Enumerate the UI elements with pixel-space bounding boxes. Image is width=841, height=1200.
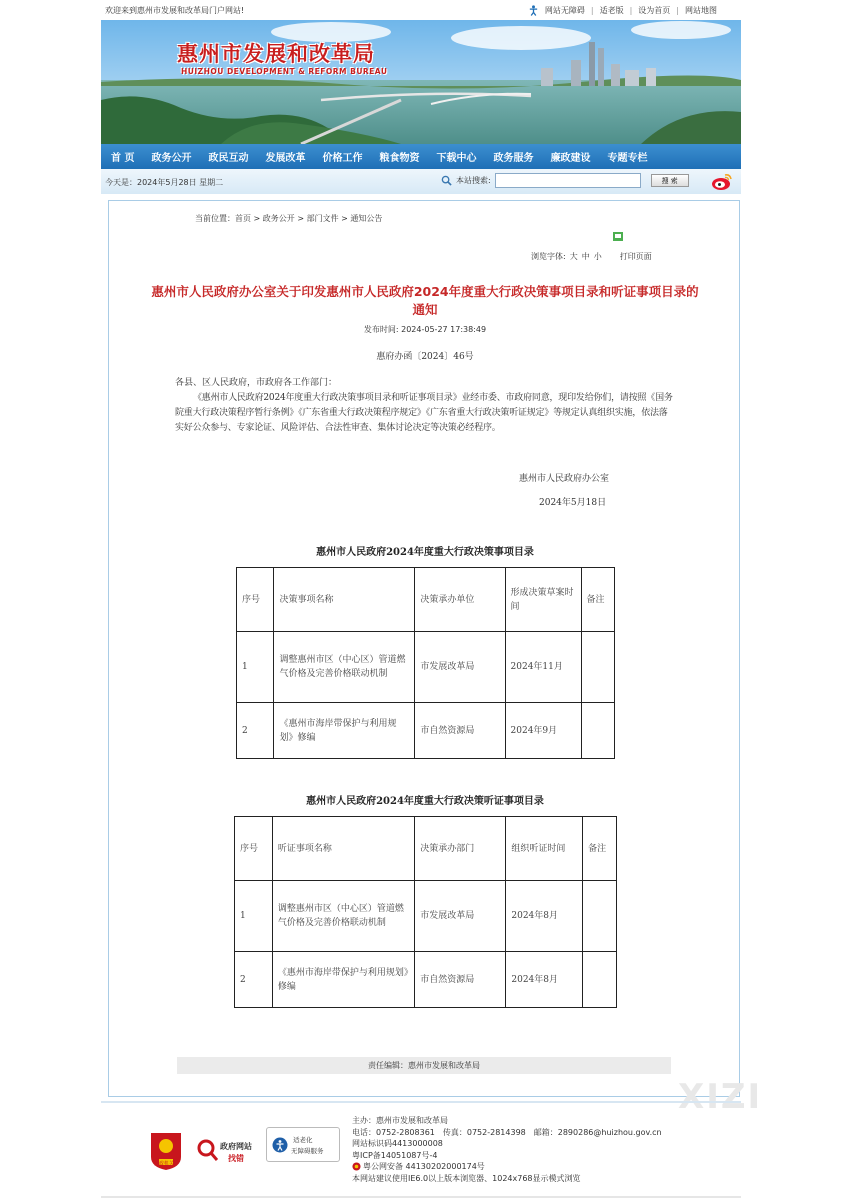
accessibility-service-label: 无障碍服务 <box>291 1147 324 1155</box>
table-header-cell: 决策承办部门 <box>415 817 506 881</box>
search-button[interactable]: 搜 索 <box>651 174 689 187</box>
top-links <box>528 5 717 16</box>
table-cell <box>581 703 614 759</box>
article-panel <box>108 200 740 1097</box>
salutation: 各县、区人民政府，市政府各工作部门： <box>175 378 338 388</box>
table-cell: 市发展改革局 <box>415 881 506 952</box>
signer: 惠州市人民政府办公室 <box>519 474 610 484</box>
accessibility-icon <box>528 5 539 16</box>
table-cell: 调整惠州市区（中心区）管道燃气价格及完善价格联动机制 <box>272 881 414 952</box>
article-title: 惠州市人民政府办公室关于印发惠州市人民政府2024年度重大行政决策事项目录和听证事项目录的通知 <box>151 284 699 317</box>
nav-download-center[interactable]: 下载中心 <box>436 153 477 164</box>
contact-text: 电话：0752-2808361 传真：0752-2814398 邮箱：2890286@huizhou.gov.cn <box>352 1127 662 1137</box>
table-cell: 《惠州市海岸带保护与利用规划》修编 <box>272 952 414 1008</box>
top-bar <box>101 0 741 20</box>
nav-government-services[interactable]: 政务服务 <box>493 153 534 164</box>
site-title: 惠州市发展和改革局 <box>177 41 375 66</box>
site-map-link[interactable]: 网站地图 <box>685 6 717 15</box>
magnifier-icon <box>196 1138 218 1162</box>
table-header-cell: 序号 <box>237 568 274 632</box>
today-date: 今天是：2024年5月28日 星期二 <box>105 178 224 187</box>
table-row <box>237 703 615 759</box>
table-row <box>237 632 615 703</box>
welcome-text: 欢迎来到惠州市发展和改革局门户网站! <box>105 6 245 15</box>
bottom-divider <box>101 1196 741 1198</box>
table-row <box>235 952 617 1008</box>
table-cell: 市发展改革局 <box>415 632 505 703</box>
table-cell: 2024年11月 <box>505 632 581 703</box>
table-cell <box>581 632 614 703</box>
nav-interaction[interactable]: 政民互动 <box>208 153 249 164</box>
table-cell: 《惠州市海岸带保护与利用规划》修编 <box>274 703 415 759</box>
weibo-icon[interactable] <box>711 172 733 191</box>
table-header-cell: 决策事项名称 <box>274 568 415 632</box>
table-row <box>235 881 617 952</box>
table-cell: 2 <box>237 703 274 759</box>
table-cell: 1 <box>235 881 273 952</box>
nav-price-work[interactable]: 价格工作 <box>322 153 363 164</box>
publish-time: 发布时间: 2024-05-27 17:38:49 <box>363 325 487 334</box>
search-input[interactable] <box>495 173 641 188</box>
table-cell: 1 <box>237 632 274 703</box>
nav-government-affairs[interactable]: 政务公开 <box>151 153 192 164</box>
search-label: 本站搜索: <box>456 176 491 185</box>
table-cell: 市自然资源局 <box>415 703 505 759</box>
font-size-medium[interactable]: 中 <box>581 252 590 261</box>
font-size-small[interactable]: 小 <box>593 252 602 261</box>
table-cell: 2024年9月 <box>505 703 581 759</box>
separator: | <box>676 6 679 15</box>
accessibility-person-icon <box>272 1137 288 1153</box>
find-error-label: 找错 <box>228 1154 244 1163</box>
site-title-english: HUIZHOU DEVELOPMENT & REFORM BUREAU <box>181 67 388 76</box>
website-error-report-logo[interactable] <box>196 1135 258 1167</box>
set-homepage-link[interactable]: 设为首页 <box>638 6 671 15</box>
footer-info <box>352 1115 662 1184</box>
decision-table-title: 惠州市人民政府2024年度重大行政决策事项目录 <box>316 547 534 558</box>
website-label: 政府网站 <box>220 1142 252 1151</box>
font-size-controls <box>531 251 652 262</box>
search-icon <box>441 175 452 186</box>
separator: | <box>590 6 594 15</box>
decision-table <box>236 567 615 759</box>
date-search-bar <box>101 169 741 194</box>
accessibility-link[interactable]: 网站无障碍 <box>544 6 585 15</box>
table-cell <box>583 881 617 952</box>
table-header-cell: 备注 <box>583 817 617 881</box>
sponsor-text: 主办：惠州市发展和改革局 <box>352 1116 448 1125</box>
hearing-table <box>234 816 617 1008</box>
document-number: 惠府办函〔2024〕46号 <box>376 352 474 362</box>
table-header-cell: 形成决策草案时间 <box>505 568 581 632</box>
party-government-logo[interactable] <box>149 1131 183 1171</box>
table-cell: 2024年8月 <box>506 952 583 1008</box>
elderly-mode-link[interactable]: 适老版 <box>599 6 624 15</box>
table-header-cell: 组织听证时间 <box>506 817 583 881</box>
hearing-table-title: 惠州市人民政府2024年度重大行政决策听证事项目录 <box>306 796 544 807</box>
print-page-link[interactable]: 打印页面 <box>619 252 652 261</box>
table-header-cell: 听证事项名称 <box>272 817 414 881</box>
table-header-cell: 备注 <box>581 568 614 632</box>
nav-integrity[interactable]: 廉政建设 <box>550 153 591 164</box>
separator: | <box>629 6 633 15</box>
police-record <box>352 1161 662 1173</box>
table-header-cell: 决策承办单位 <box>415 568 505 632</box>
nav-grain-materials[interactable]: 粮食物资 <box>379 153 420 164</box>
footer-divider <box>101 1101 741 1103</box>
elderly-accessibility-logo[interactable] <box>266 1127 340 1162</box>
nav-special-topics[interactable]: 专题专栏 <box>607 153 648 164</box>
table-cell: 2 <box>235 952 273 1008</box>
police-badge-icon <box>352 1162 361 1171</box>
party-government-label: 党政机关 <box>154 1161 175 1167</box>
sign-date: 2024年5月18日 <box>539 498 607 508</box>
site-id-text: 网站标识码4413000008 <box>352 1139 443 1148</box>
table-header-cell: 序号 <box>235 817 273 881</box>
icp-link[interactable]: 粤ICP备14051087号-4 <box>352 1150 438 1160</box>
elderly-label: 适老化 <box>293 1136 313 1144</box>
nav-development-reform[interactable]: 发展改革 <box>265 153 306 164</box>
table-cell <box>583 952 617 1008</box>
watermark-text: XIZI <box>678 1077 763 1117</box>
nav-home[interactable]: 首 页 <box>111 153 135 164</box>
font-size-label: 浏览字体: <box>531 252 566 261</box>
table-cell: 2024年8月 <box>506 881 583 952</box>
site-search <box>441 173 689 188</box>
article-body: 《惠州市人民政府2024年度重大行政决策事项目录和听证事项目录》业经市委、市政府同意，现印发给你们，请按照《国务院重大行政决策程序暂行条例》《广东省重大行政决策程序规定》《广东省重大行政决策听证规定》等规定认真组织实施，依法落实好公众参与、专家论证、风险评估、合法性审查、集体讨论决定等决策必经程序。 <box>175 393 673 433</box>
main-nav <box>101 144 741 169</box>
browser-tip-text: 本网站建议使用IE6.0以上版本浏览器、1024x768显示模式浏览 <box>352 1173 581 1183</box>
table-header-row <box>235 817 617 881</box>
table-header-row <box>237 568 615 632</box>
table-cell: 调整惠州市区（中心区）管道燃气价格及完善价格联动机制 <box>274 632 415 703</box>
print-icon[interactable] <box>613 232 623 241</box>
breadcrumb: 当前位置：首页 > 政务公开 > 部门文件 > 通知公告 <box>195 214 383 223</box>
table-cell: 市自然资源局 <box>415 952 506 1008</box>
font-size-large[interactable]: 大 <box>569 252 578 261</box>
police-record-link[interactable]: 粤公网安备 44130202000174号 <box>363 1162 485 1171</box>
responsible-editor: 责任编辑：惠州市发展和改革局 <box>177 1057 671 1074</box>
header-banner <box>101 20 741 144</box>
